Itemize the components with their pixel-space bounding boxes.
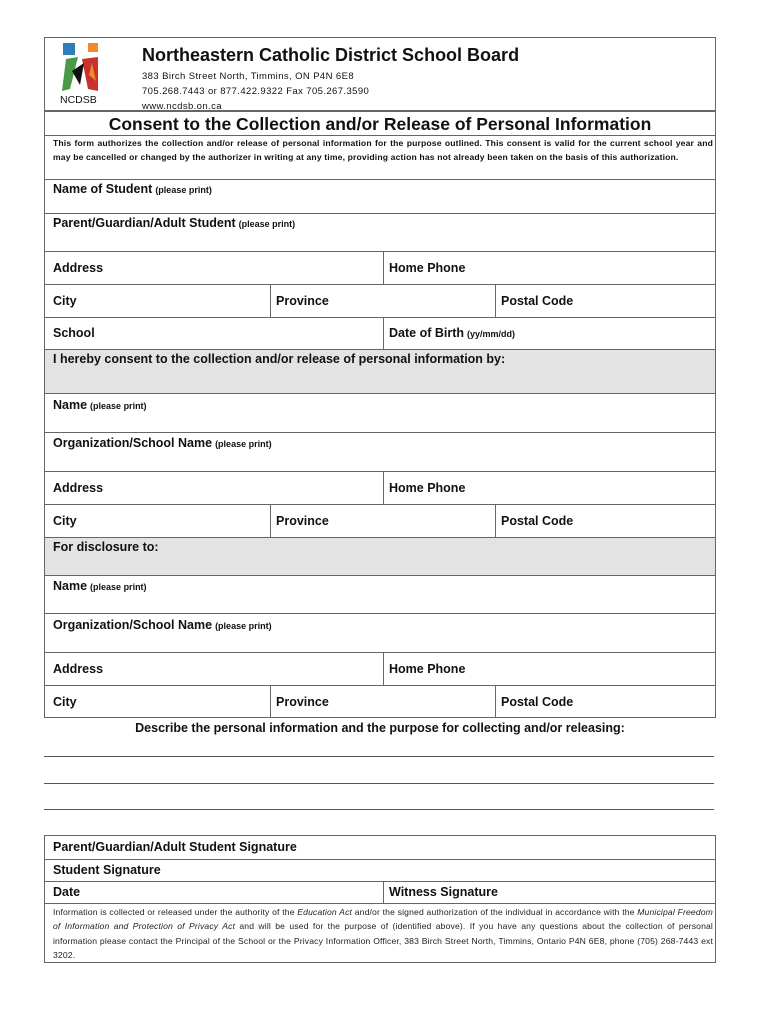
guardian-signature-field[interactable]: Parent/Guardian/Adult Student Signature xyxy=(53,840,297,854)
board-website[interactable]: www.ncdsb.on.ca xyxy=(142,101,222,112)
form-intro: This form authorizes the collection and/or release of personal information for the purpose outlined. This consent is valid for the current school year and may be cancelled or changed by the authorizer in writing at any time, providing action has not already been taken on the basis of this authorization. xyxy=(53,138,713,163)
disclosure-home-phone-field[interactable]: Home Phone xyxy=(389,662,466,676)
guardian-name-hint: (please print) xyxy=(238,219,296,229)
student-city-field[interactable]: City xyxy=(53,294,77,308)
student-home-phone-field[interactable]: Home Phone xyxy=(389,261,466,275)
witness-signature-field[interactable]: Witness Signature xyxy=(389,885,498,899)
student-name-hint: (please print) xyxy=(155,185,212,195)
date-field[interactable]: Date xyxy=(53,885,81,899)
form-title: Consent to the Collection and/or Release of Personal Information xyxy=(108,114,652,134)
consent-by-address-field[interactable]: Address xyxy=(53,481,104,495)
describe-line-1[interactable] xyxy=(44,756,714,757)
student-province-field[interactable]: Province xyxy=(276,294,329,308)
board-name: Northeastern Catholic District School Board xyxy=(142,45,520,65)
dob-hint: (yy/mm/dd) xyxy=(467,329,516,339)
disclosure-org-hint: (please print) xyxy=(215,621,272,631)
describe-line-2[interactable] xyxy=(44,783,714,784)
consent-by-name-hint: (please print) xyxy=(90,401,147,411)
consent-by-postal-field[interactable]: Postal Code xyxy=(501,514,574,528)
disclosure-heading: For disclosure to: xyxy=(53,540,159,554)
privacy-notice xyxy=(53,905,713,962)
student-postal-field[interactable]: Postal Code xyxy=(501,294,574,308)
student-name-field[interactable] xyxy=(53,182,212,196)
disclosure-name-label: Name xyxy=(53,579,88,593)
consent-by-org-field[interactable] xyxy=(53,436,272,450)
guardian-name-label: Parent/Guardian/Adult Student xyxy=(53,216,236,230)
disclosure-org-field[interactable] xyxy=(53,618,272,632)
describe-line-3[interactable] xyxy=(44,809,714,810)
board-address: 383 Birch Street North, Timmins, ON P4N 6E8 xyxy=(142,71,355,82)
logo-text: NCDSB xyxy=(60,94,97,106)
disclosure-address-field[interactable]: Address xyxy=(53,662,104,676)
consent-by-heading: I hereby consent to the collection and/or release of personal information by: xyxy=(53,352,506,366)
student-name-label: Name of Student xyxy=(53,182,153,196)
consent-by-org-label: Organization/School Name xyxy=(53,436,213,450)
disclosure-name-hint: (please print) xyxy=(90,582,147,592)
notice-text-3: and will be used for the purpose of (identified above). If you have any questions about the collection of personal information please contact the Principal of the School or the Privacy Information Officer, 383 Birch Street North, Timmins, Ontario P4N 6E8, phone (705) 268-7443 ext 3202. xyxy=(53,921,713,960)
notice-text-1: Information is collected or released under the authority of the xyxy=(53,907,298,917)
consent-by-name-label: Name xyxy=(53,398,88,412)
disclosure-city-field[interactable]: City xyxy=(53,695,77,709)
student-address-field[interactable]: Address xyxy=(53,261,104,275)
notice-act-2: Municipal Freedom of Information and Protection of Privacy Act xyxy=(53,907,713,932)
dob-field[interactable] xyxy=(389,326,515,340)
disclosure-org-label: Organization/School Name xyxy=(53,618,213,632)
notice-act-1: Education Act xyxy=(297,907,353,917)
disclosure-province-field[interactable]: Province xyxy=(276,695,329,709)
dob-label: Date of Birth xyxy=(389,326,464,340)
consent-by-name-field[interactable] xyxy=(53,398,147,412)
consent-by-province-field[interactable]: Province xyxy=(276,514,329,528)
describe-prompt: Describe the personal information and the purpose for collecting and/or releasing: xyxy=(135,721,625,735)
disclosure-postal-field[interactable]: Postal Code xyxy=(501,695,574,709)
consent-by-org-hint: (please print) xyxy=(215,439,272,449)
notice-text-2: and/or the signed authorization of the individual in accordance with the xyxy=(352,907,638,917)
disclosure-name-field[interactable] xyxy=(53,579,147,593)
student-signature-field[interactable]: Student Signature xyxy=(53,863,161,877)
guardian-name-field[interactable] xyxy=(53,216,295,230)
ncdsb-logo xyxy=(58,41,108,107)
school-field[interactable]: School xyxy=(53,326,95,340)
consent-by-city-field[interactable]: City xyxy=(53,514,77,528)
board-phone: 705.268.7443 or 877.422.9322 Fax 705.267.3590 xyxy=(142,86,370,97)
consent-by-home-phone-field[interactable]: Home Phone xyxy=(389,481,466,495)
